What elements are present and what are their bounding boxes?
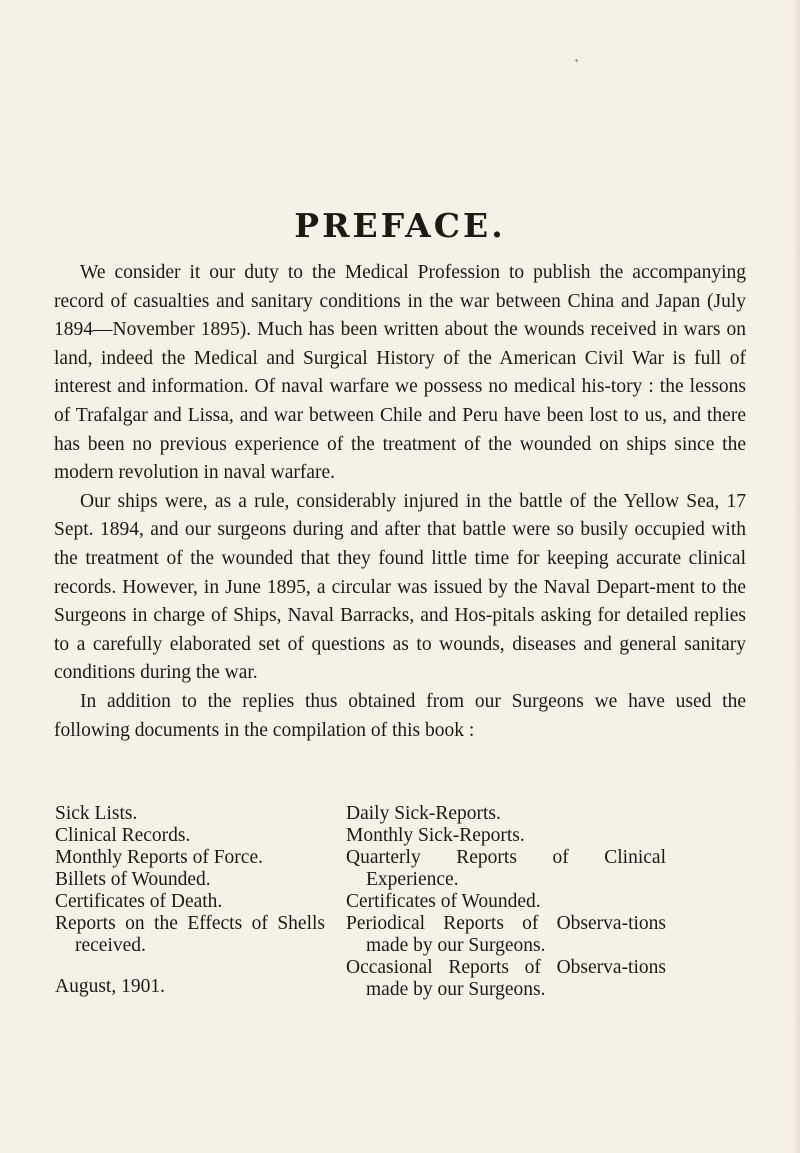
list-item: Occasional Reports of Observa-tions made by our Surgeons. bbox=[346, 957, 666, 1000]
paragraph-1: We consider it our duty to the Medical Profession to publish the accompanying record of casualties and sanitary conditions in the war between China and Japan (July 1894—November 1895). Much has been written about the wounds received in wars on land, indeed the Medical and Surgical History of the American Civil War is full of interest and information. Of naval warfare we possess no medical his-tory : the lessons of Trafalgar and Lissa, and war between Chile and Peru have been lost to us, and there has been no previous experience of the treatment of the wounded on ships since the modern revolution in naval warfare. bbox=[54, 262, 746, 484]
list-item: Quarterly Reports of Clinical Experience. bbox=[346, 847, 666, 890]
preface-date: August, 1901. bbox=[55, 976, 165, 997]
list-item: Daily Sick-Reports. bbox=[346, 803, 501, 824]
list-item: Monthly Reports of Force. bbox=[55, 847, 263, 868]
page-title: PREFACE. bbox=[294, 206, 506, 245]
list-item: Certificates of Death. bbox=[55, 891, 223, 912]
list-item: Billets of Wounded. bbox=[55, 869, 211, 890]
documents-right-column bbox=[346, 803, 746, 1001]
list-item: Sick Lists. bbox=[55, 803, 138, 824]
list-item: Reports on the Effects of Shells received. bbox=[55, 913, 325, 956]
paragraph-3: In addition to the replies thus obtained from our Surgeons we have used the following documents in the compilation of this book : bbox=[54, 690, 746, 741]
list-item: Certificates of Wounded. bbox=[346, 891, 541, 912]
list-item: Periodical Reports of Observa-tions made by our Surgeons. bbox=[346, 913, 666, 956]
print-mark-icon: ⁺ bbox=[574, 58, 580, 69]
list-item: Clinical Records. bbox=[55, 825, 191, 846]
documents-left-column bbox=[55, 803, 325, 957]
list-item: Monthly Sick-Reports. bbox=[346, 825, 525, 846]
paragraph-2: Our ships were, as a rule, considerably injured in the battle of the Yellow Sea, 17 Sept. 1894, and our surgeons during and after that battle were so busily occupied with the treatment of the wounded that they found little time for keeping accurate clinical records. However, in June 1895, a circular was issued by the Naval Depart-ment to the Surgeons in charge of Ships, Naval Barracks, and Hos-pitals asking for detailed replies to a carefully elaborated set of questions as to wounds, diseases and general sanitary conditions during the war. bbox=[54, 490, 746, 684]
preface-body bbox=[54, 259, 746, 745]
page-edge bbox=[792, 0, 800, 1153]
